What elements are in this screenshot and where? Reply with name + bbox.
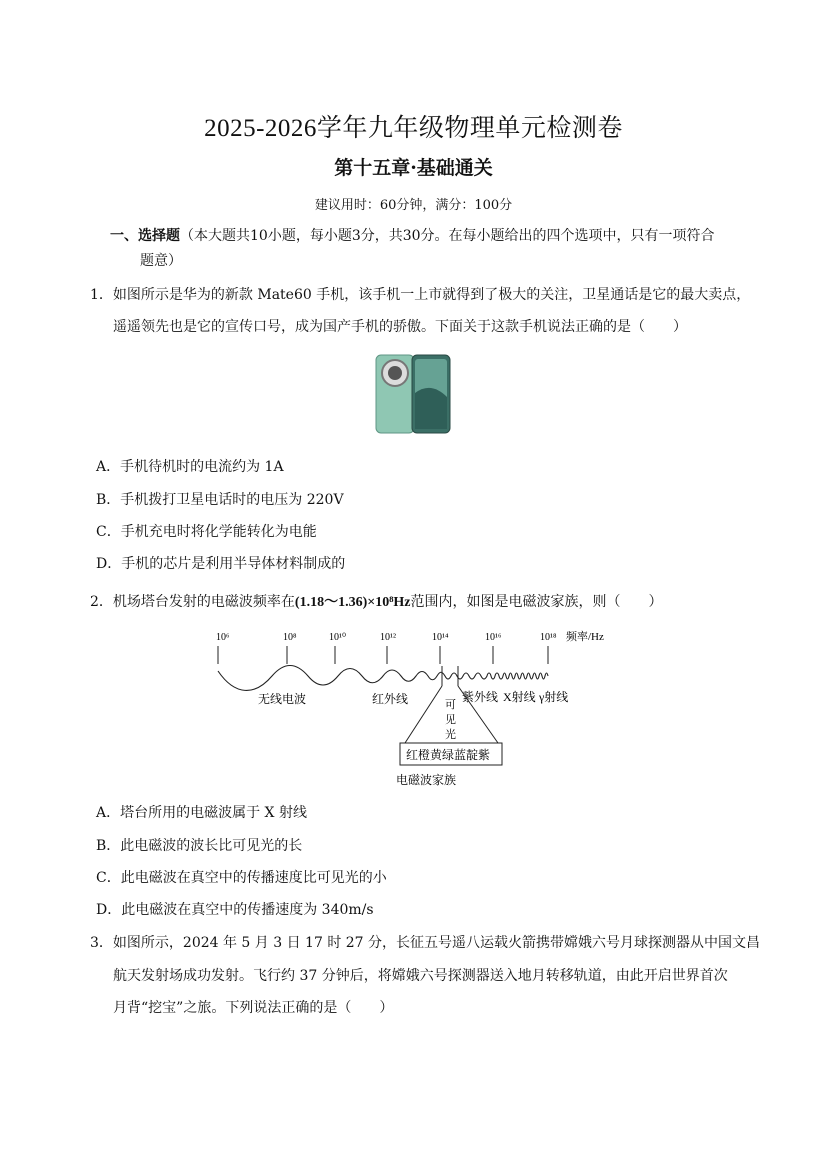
wave-line [218,666,548,691]
tick-label: 10⁸ [283,632,297,643]
band-gamma: γ射线 [539,690,569,704]
section-heading [110,225,715,247]
q1-line2: 遥遥领先也是它的宣传口号，成为国产手机的骄傲。下面关于这款手机说法正确的是（ ） [113,319,687,335]
q2-suffix: 范围内，如图是电磁波家族，则（ ） [410,594,663,610]
visible-char-2: 见 [445,714,456,726]
section-desc-2: 题意） [140,253,182,269]
q2-formula: (1.18～1.36)×10⁸Hz [294,595,411,610]
q2-option-b: B．此电磁波的波长比可见光的长 [96,838,303,854]
q1-option-a: A．手机待机时的电流约为 1A [96,459,284,475]
visible-colors-text: 红橙黄绿蓝靛紫 [406,748,491,762]
camera-lens [388,366,402,380]
q2-stem [90,591,663,611]
screen-wallpaper [415,388,447,429]
tick-label: 10¹⁶ [485,632,502,643]
chapter-subtitle: 第十五章·基础通关 [334,157,493,179]
tick-lines [218,646,548,664]
q1-option-d: D．手机的芯片是利用半导体材料制成的 [96,556,346,572]
section-desc-1: （本大题共10小题，每小题3分，共30分。在每小题给出的四个选项中，只有一项符合 [180,228,715,244]
q1-line1: 1．如图所示是华为的新款 Mate60 手机，该手机一上市就得到了极大的关注，卫星通话是它的最大卖点， [90,287,751,303]
tick-label: 10¹⁸ [540,632,557,643]
band-ultraviolet: 紫外线 [462,690,499,704]
tick-label: 10¹⁴ [432,632,449,643]
q3-line2: 航天发射场成功发射。飞行约 37 分钟后，将嫦娥六号探测器送入地月转移轨道，由此开启世界首次 [113,968,728,984]
time-info: 建议用时：60分钟，满分：100分 [314,198,513,213]
visible-char-3: 光 [445,729,456,741]
page-title: 2025-2026学年九年级物理单元检测卷 [204,115,623,142]
q2-option-c: C．此电磁波在真空中的传播速度比可见光的小 [96,870,387,886]
q1-option-c: C．手机充电时将化学能转化为电能 [96,524,317,540]
q3-line3: 月背“挖宝”之旅。下列说法正确的是（ ） [113,1000,394,1016]
q2-option-a: A．塔台所用的电磁波属于 X 射线 [96,805,307,821]
q2-option-d: D．此电磁波在真空中的传播速度为 340m/s [96,902,374,918]
diagram-caption: 电磁波家族 [396,773,457,787]
tick-label: 10¹² [380,632,396,643]
band-xray: X射线 [503,690,536,704]
band-infrared: 红外线 [372,692,409,706]
band-radio: 无线电波 [258,692,307,706]
axis-label: 频率/Hz [566,631,604,643]
visible-char-1: 可 [445,699,456,711]
em-spectrum-diagram [200,626,650,791]
q3-line1: 3．如图所示，2024 年 5 月 3 日 17 时 27 分，长征五号遥八运载火箭携带嫦娥六号月球探测器从中国文昌 [90,935,761,951]
q2-prefix: 2．机场塔台发射的电磁波频率在 [90,594,295,610]
tick-label: 10¹⁰ [329,632,347,643]
section-title: 一、选择题 [110,228,180,244]
phone-image [374,353,454,435]
tick-label: 10⁶ [216,632,230,643]
q1-option-b: B．手机拨打卫星电话时的电压为 220V [96,492,344,508]
